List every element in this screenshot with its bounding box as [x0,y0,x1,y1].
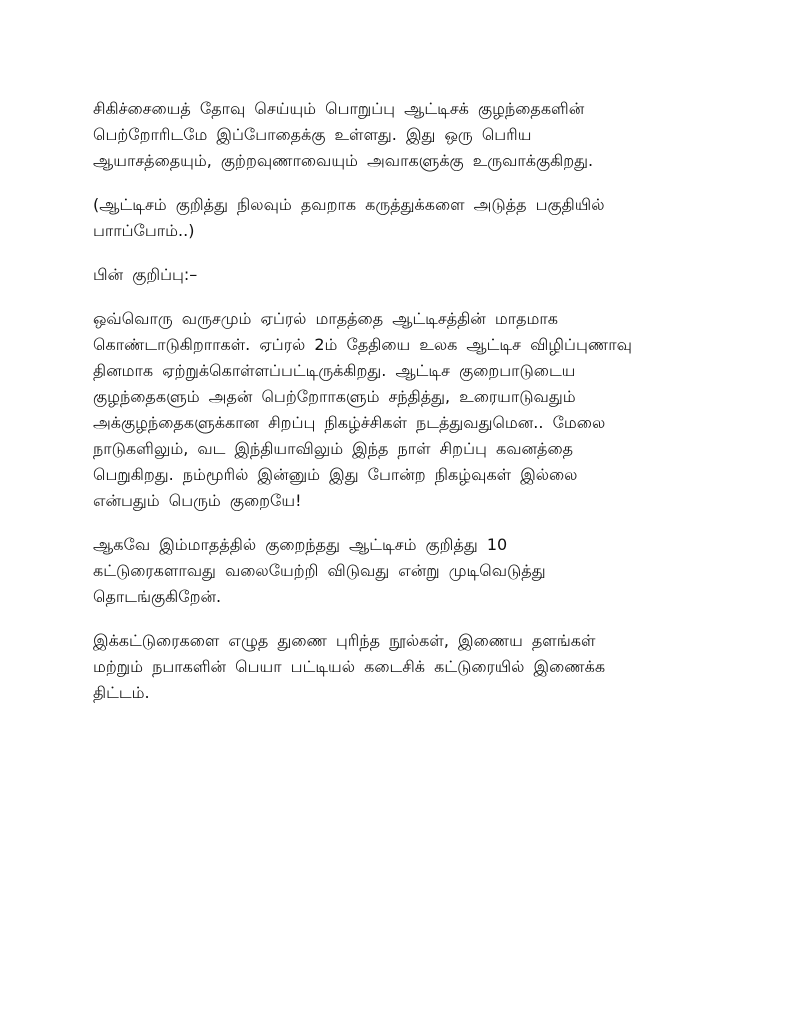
paragraph-treatment-responsibility [93,96,713,174]
text-line: பெற்றோரிடமே இப்போதைக்கு உள்ளது. இது ஒரு பெரிய [93,125,532,144]
text-line: நாடுகளிலும், வட இந்தியாவிலும் இந்த நாள் சிறப்பு கவனத்தை [93,439,574,458]
text-line: ஒவ்வொரு வருசமும் ஏப்ரல் மாதத்தை ஆட்டிசத்தின் மாதமாக [93,309,559,328]
text-line: தொடங்குகிறேன். [93,587,222,606]
paragraph-next-part-note [93,192,713,244]
text-line: திட்டம். [93,683,150,702]
text-line: (ஆட்டிசம் குறித்து நிலவும் தவறாக கருத்துக்களை அடுத்த பகுதியில் [93,195,605,214]
text-line: பாாப்போம்..) [93,221,195,240]
text-line: ஆகவே இம்மாதத்தில் குறைந்தது ஆட்டிசம் குறித்து 10 [93,535,508,554]
paragraph-article-plan [93,532,713,610]
text-line: கட்டுரைகளாவது வலையேற்றி விடுவது என்று முடிவெடுத்து [93,561,546,580]
text-line: மற்றும் நபாகளின் பெயா பட்டியல் கடைசிக் கட்டுரையில் இணைக்க [93,657,606,676]
text-line: இக்கட்டுரைகளை எழுத துணை புரிந்த நூல்கள், இணைய தளங்கள் [93,631,596,650]
text-line: அக்குழந்தைகளுக்கான சிறப்பு நிகழ்ச்சிகள் நடத்துவதுமென.. மேலை [93,413,606,432]
paragraph-references-note [93,628,713,706]
paragraph-postscript-heading [93,262,713,288]
text-line: குழந்தைகளும் அதன் பெற்றோாகளும் சந்தித்து, உரையாடுவதும் [93,387,576,406]
text-line: சிகிச்சையைத் தோவு செய்யும் பொறுப்பு ஆட்டிசக் குழந்தைகளின் [93,99,585,118]
text-line: பெறுகிறது. நம்மூரில் இன்னும் இது போன்ற நிகழ்வுகள் இல்லை [93,465,578,484]
text-line: கொண்டாடுகிறாாகள். ஏப்ரல் 2ம் தேதியை உலக ஆட்டிச விழிப்புணாவு [93,335,632,354]
document-body [93,96,713,724]
paragraph-autism-month [93,306,713,514]
text-line: என்பதும் பெரும் குறையே! [93,491,302,510]
text-line: தினமாக ஏற்றுக்கொள்ளப்பட்டிருக்கிறது. ஆட்டிச குறைபாடுடைய [93,361,576,380]
text-line: ஆயாசத்தையும், குற்றவுணாவையும் அவாகளுக்கு உருவாக்குகிறது. [93,151,594,170]
text-line: பின் குறிப்பு:– [93,265,198,284]
